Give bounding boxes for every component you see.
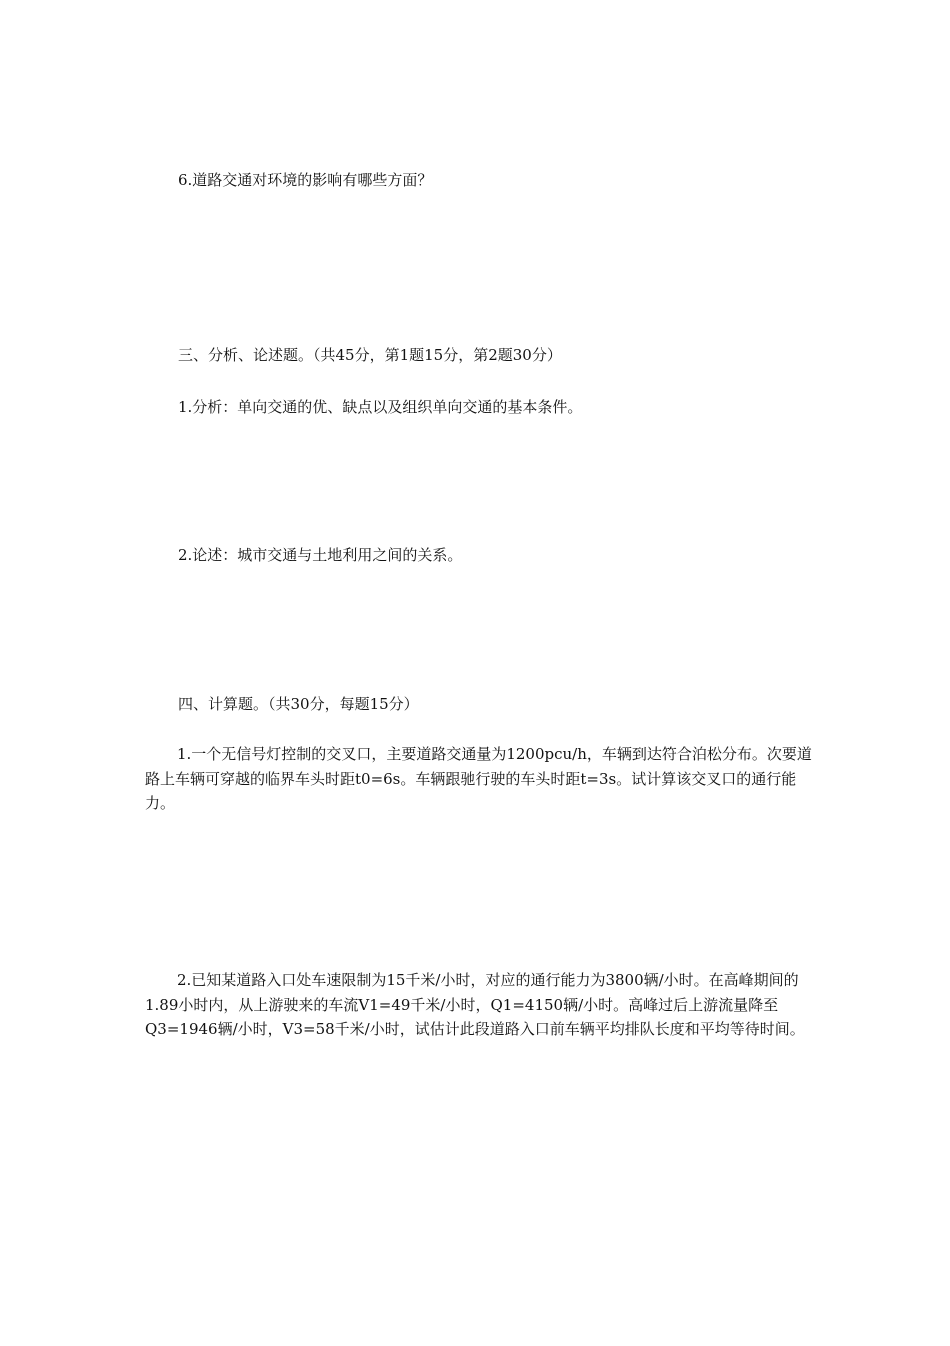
question-2-6: 6.道路交通对环境的影响有哪些方面？ <box>178 171 433 189</box>
question-4-1: 1.一个无信号灯控制的交叉口，主要道路交通量为1200pcu/h，车辆到达符合泊松分布。次要道路上车辆可穿越的临界车头时距t0=6s。车辆跟驰行驶的车头时距t=3s。试计算该交叉口的通行能力。 <box>145 745 812 812</box>
question-3-1: 1.分析：单向交通的优、缺点以及组织单向交通的基本条件。 <box>178 398 583 416</box>
question-3-2: 2.论述：城市交通与土地利用之间的关系。 <box>178 546 463 564</box>
question-4-2: 2.已知某道路入口处车速限制为15千米/小时，对应的通行能力为3800辆/小时。在高峰期间的1.89小时内，从上游驶来的车流V1=49千米/小时，Q1=4150辆/小时。高峰过后上游流量降至Q3=1946辆/小时，V3=58千米/小时，试估计此段道路入口前车辆平均排队长度和平均等待时间。 <box>145 971 805 1038</box>
section-4-heading: 四、计算题。（共30分，每题15分） <box>178 695 419 713</box>
section-3-heading: 三、分析、论述题。（共45分，第1题15分，第2题30分） <box>178 346 562 364</box>
